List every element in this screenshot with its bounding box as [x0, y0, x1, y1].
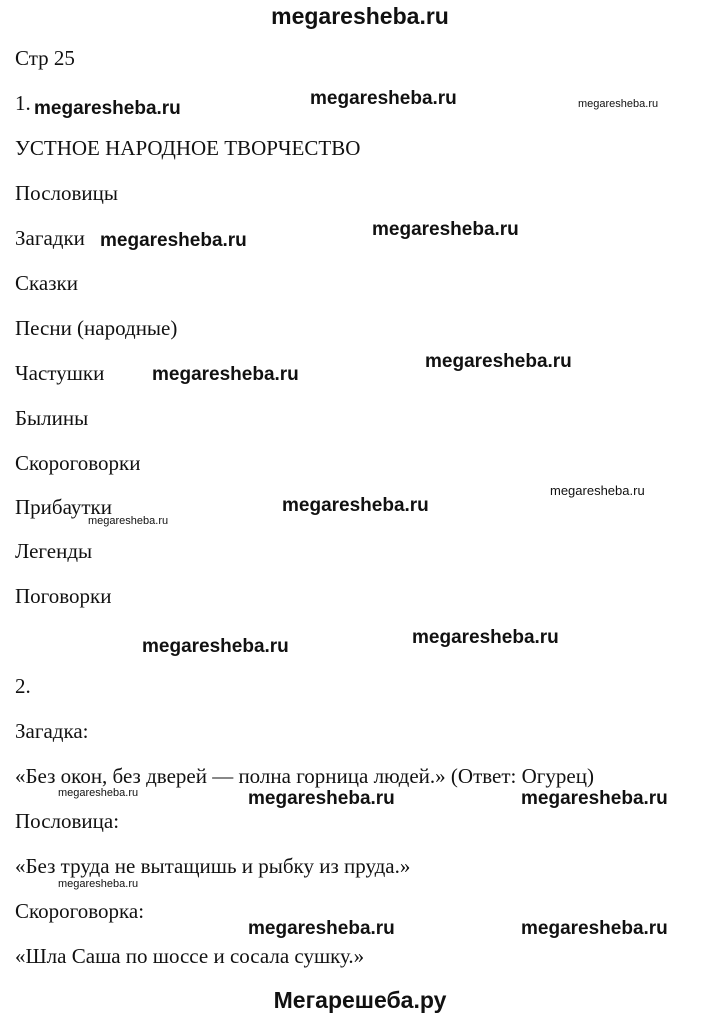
watermark: megaresheba.ru: [248, 918, 395, 939]
watermark: megaresheba.ru: [521, 788, 668, 809]
genre-item: Былины: [15, 406, 89, 430]
watermark-small: megaresheba.ru: [88, 515, 169, 527]
genre-item: Прибаутки: [15, 495, 112, 519]
watermark-small: megaresheba.ru: [58, 787, 139, 799]
watermark: megaresheba.ru: [34, 98, 181, 119]
genre-item: Сказки: [15, 271, 78, 295]
watermark: megaresheba.ru: [152, 364, 299, 385]
tongue-twister-text: «Шла Саша по шоссе и сосала сушку.»: [15, 944, 365, 968]
watermark-small: megaresheba.ru: [578, 98, 659, 110]
header-watermark: megaresheba.ru: [271, 3, 449, 29]
watermark: megaresheba.ru: [372, 219, 519, 240]
watermark: megaresheba.ru: [425, 351, 572, 372]
genre-item: Загадки: [15, 226, 85, 250]
proverb-text: «Без труда не вытащишь и рыбку из пруда.»: [15, 854, 411, 878]
watermark: megaresheba.ru: [248, 788, 395, 809]
genre-item: Легенды: [15, 539, 93, 563]
watermark: megaresheba.ru: [100, 230, 247, 251]
watermark: megaresheba.ru: [412, 627, 559, 648]
tongue-twister-label: Скороговорка:: [15, 899, 145, 923]
proverb-label: Пословица:: [15, 809, 120, 833]
task-2-number: 2.: [15, 674, 31, 698]
page-reference: Стр 25: [15, 46, 75, 70]
genre-item: Скороговорки: [15, 451, 141, 475]
task-1-heading: УСТНОЕ НАРОДНОЕ ТВОРЧЕСТВО: [15, 136, 361, 160]
watermark-small: megaresheba.ru: [58, 878, 139, 890]
riddle-text: «Без окон, без дверей — полна горница людей.» (Ответ: Огурец): [15, 764, 594, 788]
genre-item: Поговорки: [15, 584, 112, 608]
watermark-small: megaresheba.ru: [550, 483, 645, 498]
riddle-label: Загадка:: [15, 719, 89, 743]
watermark: megaresheba.ru: [142, 636, 289, 657]
watermark: megaresheba.ru: [310, 88, 457, 109]
genre-item: Песни (народные): [15, 316, 178, 340]
genre-item: Частушки: [15, 361, 105, 385]
watermark: megaresheba.ru: [521, 918, 668, 939]
footer-watermark: Мегарешеба.ру: [273, 987, 447, 1013]
task-1-number: 1.: [15, 91, 31, 115]
watermark: megaresheba.ru: [282, 495, 429, 516]
genre-item: Пословицы: [15, 181, 118, 205]
